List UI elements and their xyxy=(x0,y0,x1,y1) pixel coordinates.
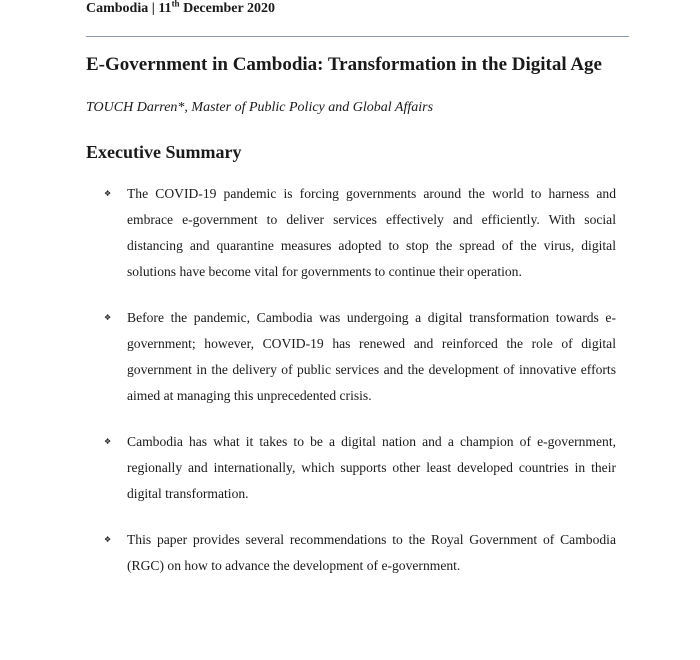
header-ordinal: th xyxy=(171,0,180,9)
list-item-text: Cambodia has what it takes to be a digital nation and a champion of e-government, regionally and internationally, which supports other least developed countries in their digital transformation. xyxy=(127,434,616,501)
list-item xyxy=(104,305,616,409)
executive-summary-list xyxy=(104,181,616,599)
running-header xyxy=(86,0,275,18)
diamond-bullet-icon: ❖ xyxy=(104,313,112,322)
diamond-bullet-icon: ❖ xyxy=(104,437,112,446)
header-country: Cambodia | xyxy=(86,1,155,16)
list-item-text: The COVID-19 pandemic is forcing governments around the world to harness and embrace e-government to deliver services effectively and efficiently. With social distancing and quarantine measures adopted to stop the spread of the virus, digital solutions have become vital for governments to continue their operation. xyxy=(127,186,616,279)
author-byline: TOUCH Darren*, Master of Public Policy and Global Affairs xyxy=(86,100,434,115)
list-item xyxy=(104,181,616,285)
diamond-bullet-icon: ❖ xyxy=(104,189,112,198)
list-item-text: Before the pandemic, Cambodia was undergoing a digital transformation towards e-government; however, COVID-19 has renewed and reinforced the role of digital government in the delivery of public services and the development of innovative efforts aimed at managing this unprecedented crisis. xyxy=(127,310,616,403)
document-title: E-Government in Cambodia: Transformation in the Digital Age xyxy=(86,54,602,75)
header-divider xyxy=(86,36,629,37)
list-item xyxy=(104,527,616,579)
header-day: 11 xyxy=(158,1,172,16)
diamond-bullet-icon: ❖ xyxy=(104,535,112,544)
list-item xyxy=(104,429,616,507)
list-item-text: This paper provides several recommendations to the Royal Government of Cambodia (RGC) on how to advance the development of e-government. xyxy=(127,532,616,573)
header-month-year: December 2020 xyxy=(183,1,275,16)
section-heading: Executive Summary xyxy=(86,142,242,162)
